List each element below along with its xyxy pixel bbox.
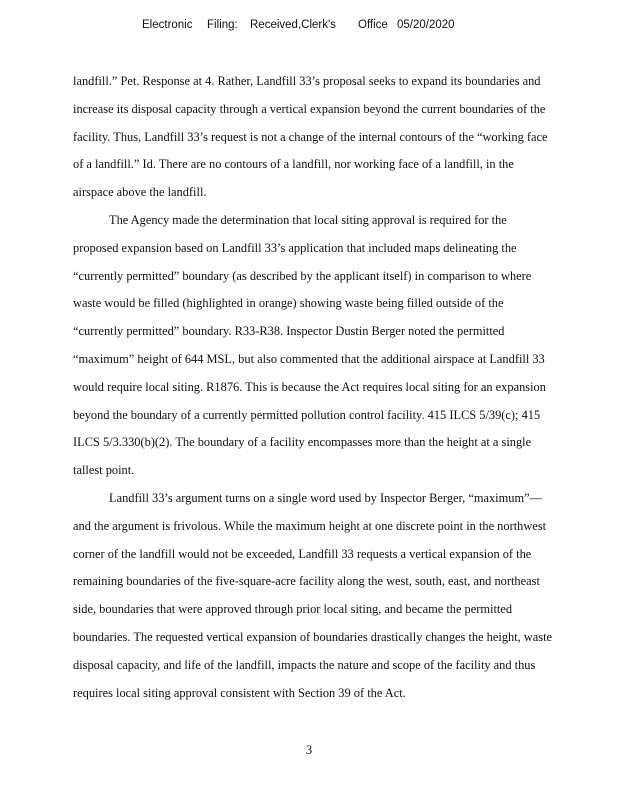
text-line: boundaries. The requested vertical expansion of boundaries drastically changes the height, waste xyxy=(73,629,553,644)
text-line: requires local siting approval consistent with Section 39 of the Act. xyxy=(73,685,406,700)
text-line: proposed expansion based on Landfill 33’s application that included maps delineating the xyxy=(73,240,517,255)
page-number: 3 xyxy=(305,743,313,757)
text-line: airspace above the landfill. xyxy=(73,185,207,200)
text-line: “maximum” height of 644 MSL, but also commented that the additional airspace at Landfill 33 xyxy=(73,351,545,366)
header-office: Office xyxy=(358,19,388,31)
text-line: landfill.” Pet. Response at 4. Rather, Landfill 33’s proposal seeks to expand its boundaries and xyxy=(73,74,541,88)
text-line: tallest point. xyxy=(73,463,135,478)
text-line: “currently permitted” boundary (as described by the applicant itself) in comparison to where xyxy=(73,268,532,283)
text-line: ILCS 5/3.330(b)(2). The boundary of a facility encompasses more than the height at a single xyxy=(73,435,532,450)
text-line: would require local siting. R1876. This is because the Act requires local siting for an expansion xyxy=(73,379,546,394)
text-line: Landfill 33’s argument turns on a single word used by Inspector Berger, “maximum”— xyxy=(109,490,542,505)
text-line: of a landfill.” Id. There are no contours of a landfill, nor working face of a landfill, in the xyxy=(73,157,514,172)
text-line: side, boundaries that were approved through prior local siting, and became the permitted xyxy=(73,602,513,617)
paragraph xyxy=(73,207,553,485)
text-line: “currently permitted” boundary. R33-R38. Inspector Dustin Berger noted the permitted xyxy=(73,324,505,339)
paragraph xyxy=(73,68,553,207)
text-line: and the argument is frivolous. While the maximum height at one discrete point in the northwest xyxy=(73,518,547,533)
paragraph xyxy=(73,485,553,707)
text-line: facility. Thus, Landfill 33’s request is not a change of the internal contours of the “working face xyxy=(73,129,548,144)
header-received: Received,Clerk's xyxy=(250,19,336,31)
header-filing: Filing: xyxy=(207,19,238,31)
text-line: disposal capacity, and life of the landfill, impacts the nature and scope of the facility and thus xyxy=(73,657,536,672)
text-line: beyond the boundary of a currently permitted pollution control facility. 415 ILCS 5/39(c); 415 xyxy=(73,407,541,422)
text-line: corner of the landfill would not be exceeded, Landfill 33 requests a vertical expansion of the xyxy=(73,546,532,561)
text-line: remaining boundaries of the five-square-acre facility along the west, south, east, and northeast xyxy=(73,574,540,589)
text-line: The Agency made the determination that local siting approval is required for the xyxy=(109,212,507,227)
header-date: 05/20/2020 xyxy=(397,19,455,31)
document-body xyxy=(73,68,553,707)
text-line: waste would be filled (highlighted in orange) showing waste being filled outside of the xyxy=(73,296,504,311)
text-line: increase its disposal capacity through a vertical expansion beyond the current boundaries of the xyxy=(73,101,546,116)
header-electronic: Electronic xyxy=(142,19,193,31)
